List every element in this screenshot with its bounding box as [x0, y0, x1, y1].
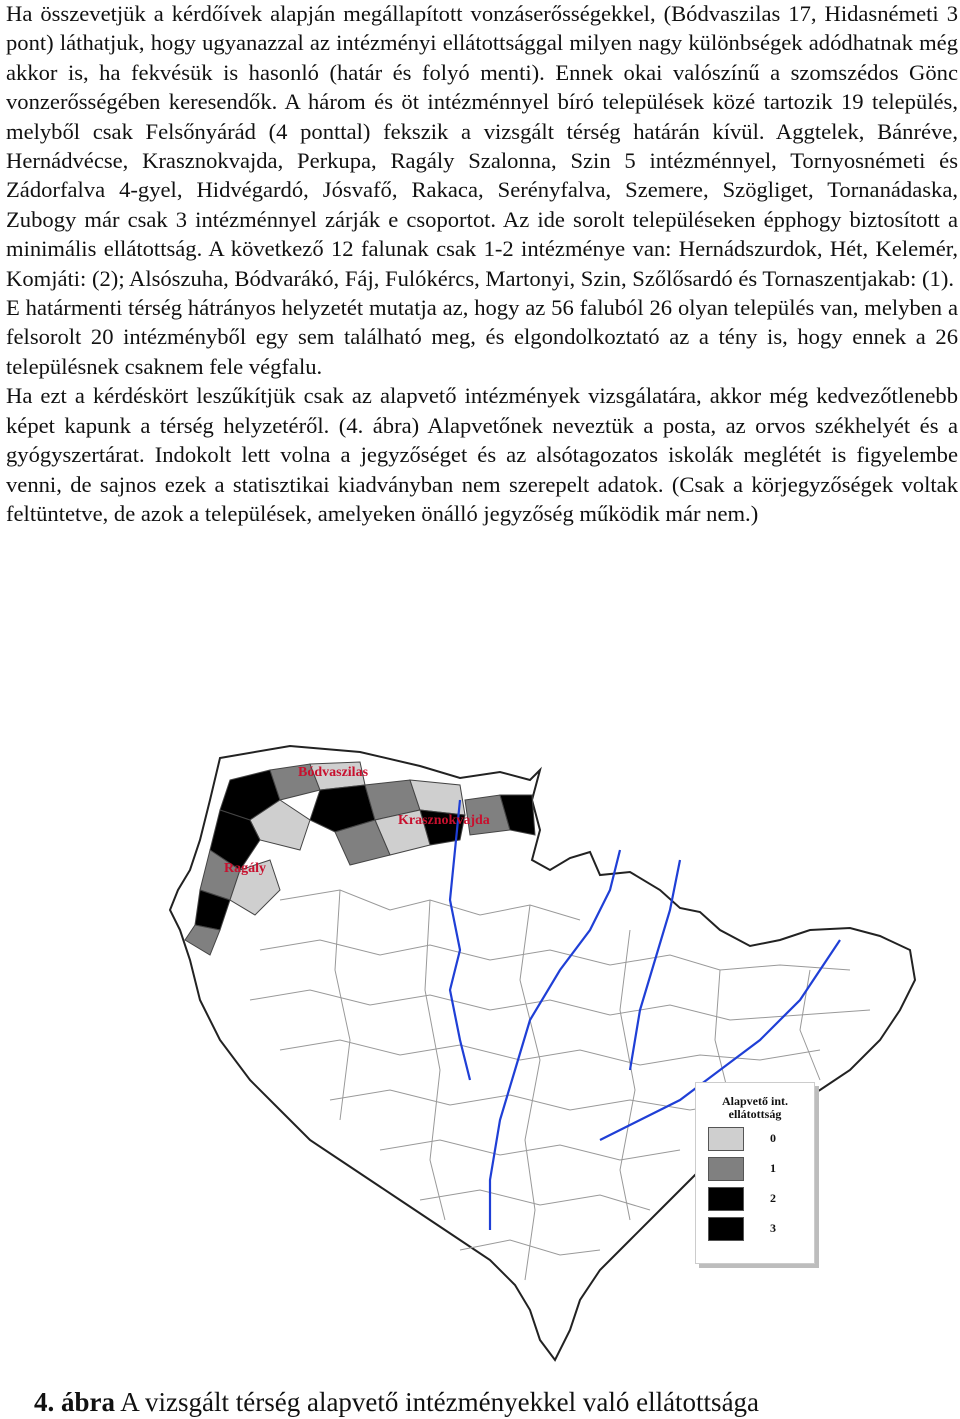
- legend-label-1: 1: [770, 1161, 776, 1175]
- figure-caption: [34, 1385, 759, 1419]
- body-text: [6, 0, 958, 528]
- caption-number: 4. ábra: [34, 1387, 115, 1417]
- legend-swatch-2: [708, 1187, 744, 1211]
- legend-title: [696, 1095, 814, 1121]
- place-label-krasznokvajda: Krasznokvajda: [398, 813, 490, 828]
- legend-swatch-1: [708, 1157, 744, 1181]
- paragraph-1: Ha összevetjük a kérdőívek alapján megállapított vonzáserősségekkel, (Bódvaszilas 17, Hidasnémeti 3 pont) láthatjuk, hogy ugyanazzal az intézményi ellátottsággal milyen nagy különbségek adódhatnak még akkor is, ha fekvésük is hasonló (határ és folyó menti). Ennek okai valószínű a szomszédos Gönc vonzerősségében keresendők. A három és öt intézménnyel bíró települések közé tartozik 19 település, melyből csak Felsőnyárád (4 ponttal) fekszik a vizsgált térség határán kívül. Aggtelek, Bánréve, Hernádvécse, Krasznokvajda, Perkupa, Ragály Szalonna, Szin 5 intézménnyel, Tornyosnémeti és Zádorfalva 4-gyel, Hidvégardó, Jósvafő, Rakaca, Serényfalva, Szemere, Szögliget, Tornanádaska, Zubogy már csak 3 intézménnyel zárják e csoportot. Az ide sorolt településeken épphogy biztosított a minimális ellátottság. A következő 12 falunak csak 1-2 intézménye van: Hernádszurdok, Hét, Kelemér, Komjáti: (2); Alsószuha, Bódvarákó, Fáj, Fulókércs, Martonyi, Szin, Szőlősardó és Tornaszentjakab: (1).: [6, 1, 958, 291]
- legend-title-line2: ellátottság: [728, 1107, 782, 1121]
- paragraph-2: E határmenti térség hátrányos helyzetét mutatja az, hogy az 56 faluból 26 olyan település van, melyben a felsorolt 20 intézményből egy sem található meg, és elgondolkoztató az a tény is, hogy ennek a 26 településnek csaknem fele végfalu.: [6, 295, 958, 379]
- map-figure: [160, 740, 940, 1380]
- legend-swatch-3: [708, 1217, 744, 1241]
- paragraph-3: Ha ezt a kérdéskört leszűkítjük csak az alapvető intézmények vizsgálatára, akkor még kedvezőtlenebb képet kapunk a térség helyzetéről. (4. ábra) Alapvetőnek neveztük a posta, az orvos székhelyét és a gyógyszertárat. Indokolt lett volna a jegyzőséget és az alsótagozatos iskolák meglétét is figyelembe venni, de sajnos ezek a statisztikai kiadványban nem szerepelt adatok. (Csak a körjegyzőségek voltak feltüntetve, de azok a települések, amelyeken önálló jegyzőség működik már nem.): [6, 383, 958, 526]
- region-map: [160, 740, 940, 1380]
- legend-item-2: [708, 1187, 808, 1211]
- legend-label-0: 0: [770, 1131, 776, 1145]
- legend-item-0: [708, 1127, 808, 1151]
- legend-label-2: 2: [770, 1191, 776, 1205]
- legend-swatch-0: [708, 1127, 744, 1151]
- legend-item-1: [708, 1157, 808, 1181]
- legend-item-3: [708, 1217, 808, 1241]
- legend-title-line1: Alapvető int.: [722, 1094, 788, 1108]
- map-legend: [695, 1082, 815, 1264]
- caption-text: A vizsgált térség alapvető intézményekkel való ellátottsága: [115, 1387, 760, 1417]
- place-label-bodvaszilas: Bódvaszilas: [298, 765, 369, 780]
- legend-label-3: 3: [770, 1221, 776, 1235]
- place-label-ragaly: Ragály: [224, 861, 266, 876]
